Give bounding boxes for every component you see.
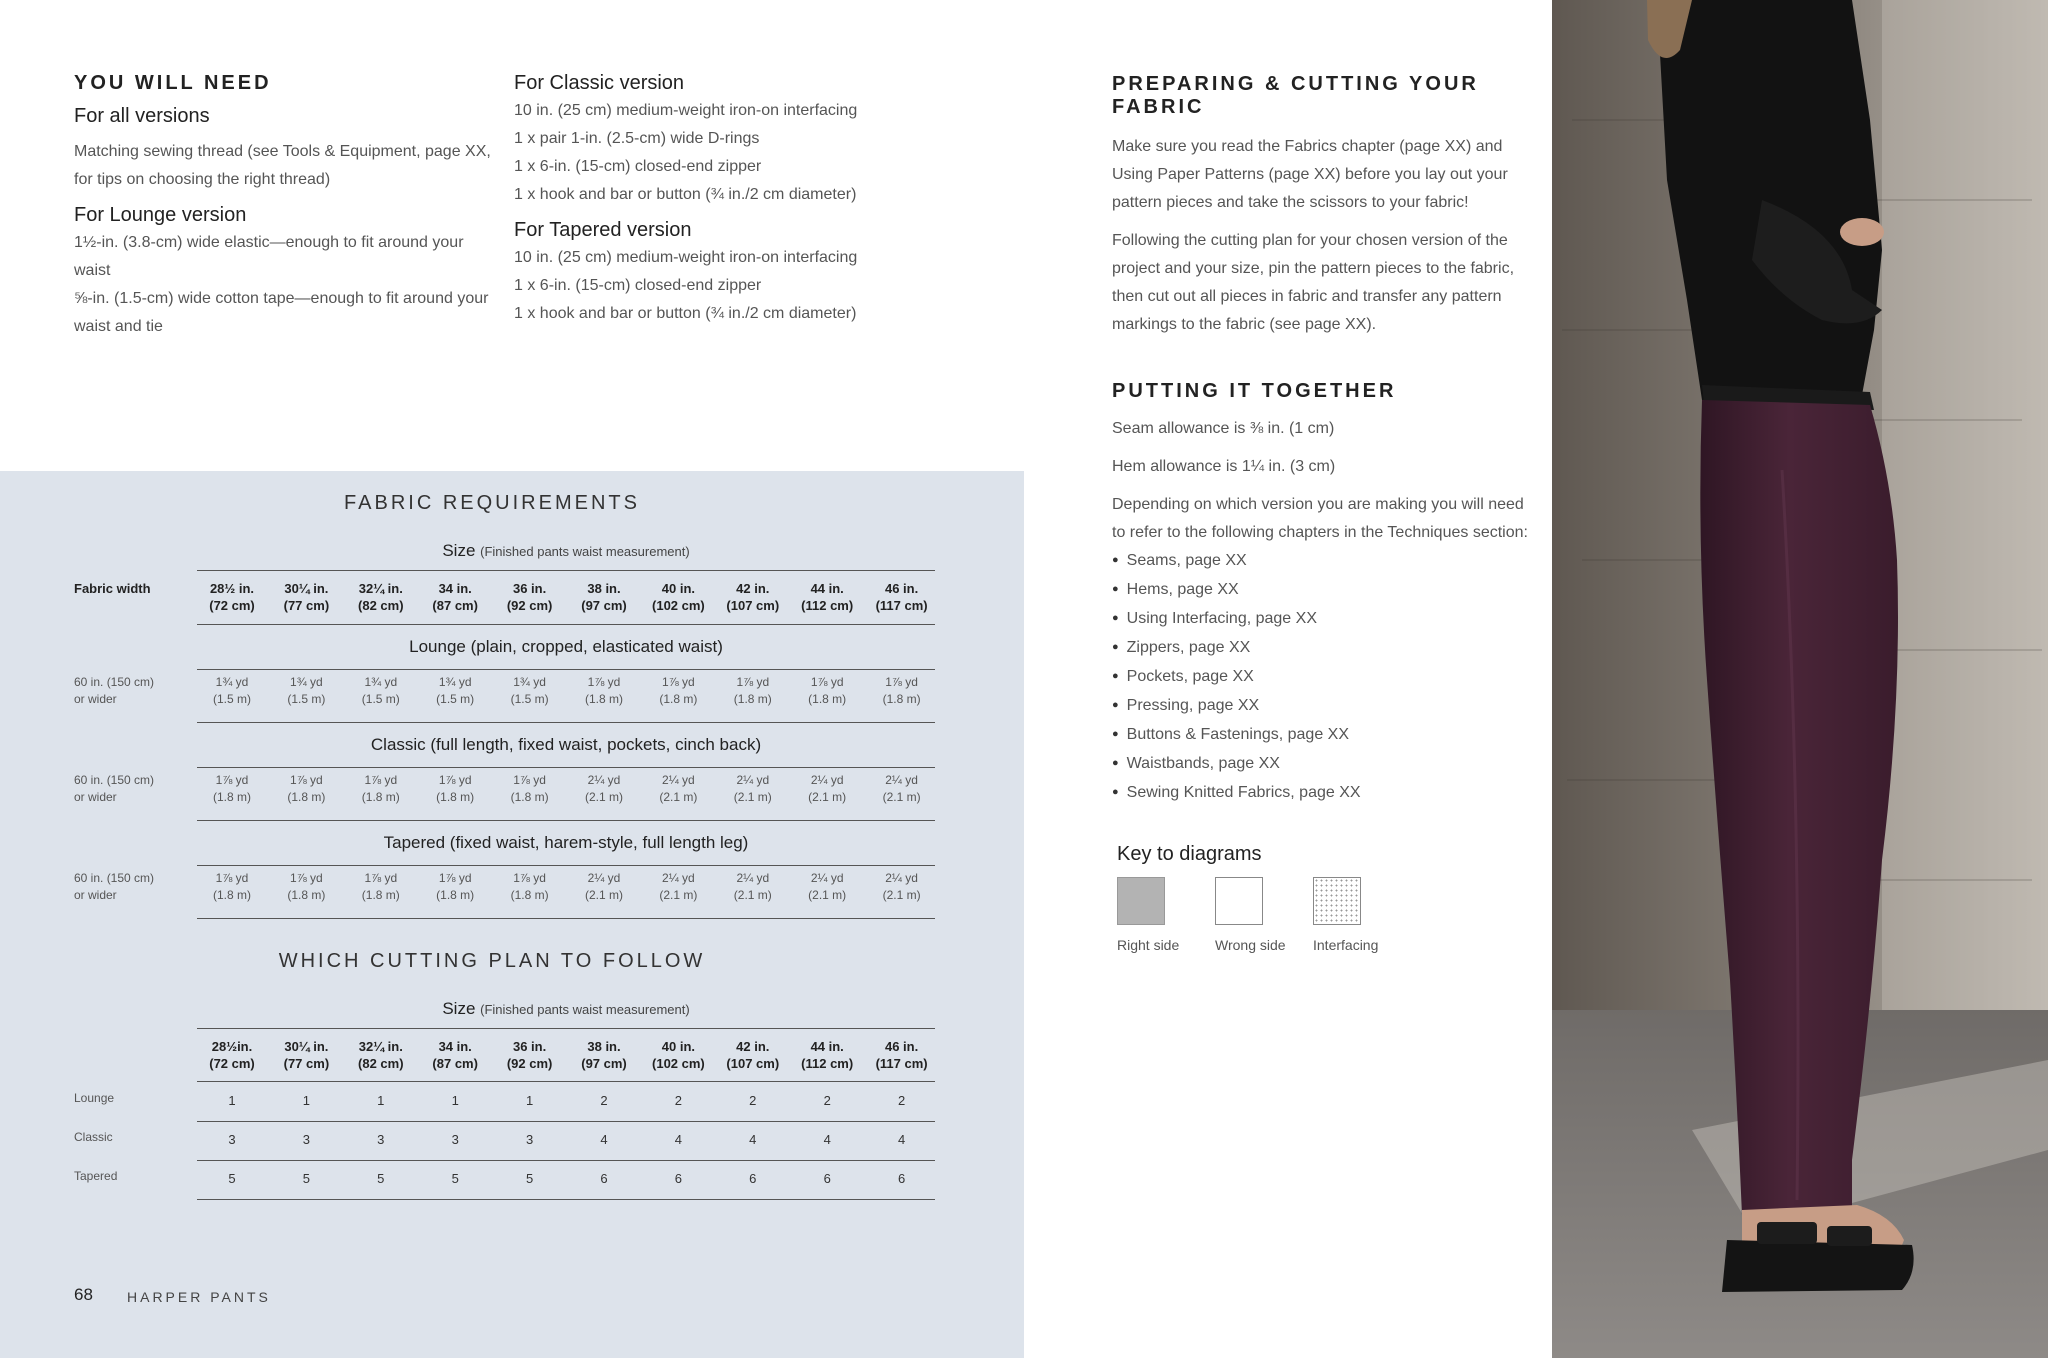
size-cm: (87 cm) [432, 1056, 478, 1071]
size-cm: (102 cm) [652, 1056, 705, 1071]
tapered-item: 10 in. (25 cm) medium-weight iron-on interfacing [514, 249, 858, 266]
version-title: Classic (full length, fixed waist, pockets, cinch back) [370, 735, 762, 754]
table-cell: 1 [377, 1093, 385, 1108]
yardage: 2¼ yd [662, 871, 695, 885]
list-item: ● Buttons & Fastenings, page XX [1112, 721, 1536, 750]
metres: (2.1 m) [733, 888, 772, 902]
table-cell: 1 [451, 1093, 459, 1108]
row-label-line: 60 in. (150 cm) [74, 871, 155, 885]
size-cm: (102 cm) [652, 598, 705, 613]
size-caption-note: (Finished pants waist measurement) [480, 1002, 690, 1017]
size-cm: (117 cm) [875, 1056, 928, 1071]
size-header-cell [567, 1038, 641, 1072]
preparing-section [1112, 73, 1536, 339]
size-in: 42 in. [736, 1039, 770, 1054]
table-cell [418, 870, 492, 904]
table-cell [567, 870, 641, 904]
size-in: 32¼ in. [358, 581, 403, 596]
metres: (2.1 m) [659, 888, 698, 902]
page-number: 68 [74, 1285, 93, 1304]
size-in: 30¼ in. [284, 581, 329, 596]
table-cell: 3 [525, 1132, 534, 1147]
yardage: 1⅞ yd [662, 675, 695, 689]
table-cell [567, 772, 641, 806]
table-cell: 1 [525, 1093, 534, 1108]
metres: (1.5 m) [510, 692, 549, 706]
table-cell [269, 870, 343, 904]
table-rule [197, 1160, 935, 1161]
table-cell: 4 [600, 1132, 608, 1147]
interfacing-label: Interfacing [1313, 937, 1379, 953]
size-header-cell [195, 580, 269, 614]
table-cell [493, 772, 567, 806]
table-cell [716, 870, 790, 904]
yardage: 1⅞ yd [290, 773, 323, 787]
classic-item: 1 x pair 1-in. (2.5-cm) wide D-rings [514, 130, 760, 147]
size-in: 28½ in. [209, 581, 255, 596]
row-label-line: or wider [74, 790, 117, 804]
table-cell: 1 [302, 1093, 310, 1108]
table-cell [790, 674, 864, 708]
yardage: 2¼ yd [736, 773, 770, 787]
size-in: 36 in. [512, 1039, 547, 1054]
sandal-strap [1827, 1226, 1872, 1246]
row-label-line: or wider [74, 692, 117, 706]
yardage: 1⅞ yd [587, 675, 621, 689]
table-cell [641, 870, 715, 904]
table-rule [197, 570, 935, 571]
model-photo [1552, 0, 2048, 1358]
size-cm: (72 cm) [209, 598, 255, 613]
metres: (2.1 m) [659, 790, 698, 804]
together-section [1112, 380, 1536, 808]
table-cell: 5 [228, 1171, 236, 1186]
yardage: 2¼ yd [662, 773, 695, 787]
size-cm: (87 cm) [432, 598, 478, 613]
table-rule [197, 865, 935, 866]
size-cm: (107 cm) [726, 598, 780, 613]
yardage: 1⅞ yd [364, 871, 398, 885]
yardage: 1⅞ yd [810, 675, 844, 689]
list-item: ● Waistbands, page XX [1112, 750, 1536, 779]
metres: (1.8 m) [361, 888, 400, 902]
tapered-item: 1 x hook and bar or button (¾ in./2 cm diameter) [514, 305, 857, 322]
table-cell: 5 [525, 1171, 534, 1186]
table-cell [418, 674, 492, 708]
table-cell [865, 870, 939, 904]
seam-allowance: Seam allowance is ⅜ in. (1 cm) [1112, 420, 1335, 437]
yardage: 1⅞ yd [885, 675, 918, 689]
metres: (1.5 m) [436, 692, 475, 706]
size-header-cell [865, 580, 939, 614]
table-cell: 6 [897, 1171, 906, 1186]
yardage: 1⅞ yd [290, 871, 323, 885]
metres: (1.8 m) [510, 888, 549, 902]
table-cell: 6 [823, 1171, 831, 1186]
hem-allowance: Hem allowance is 1¼ in. (3 cm) [1112, 458, 1336, 475]
cutting-row-label: Tapered [74, 1169, 118, 1183]
size-header-cell [195, 1038, 269, 1072]
metres: (2.1 m) [882, 790, 921, 804]
size-in: 34 in. [438, 581, 472, 596]
table-rule [197, 1028, 935, 1029]
size-header-cell [716, 1038, 790, 1072]
metres: (1.5 m) [212, 692, 251, 706]
table-cell: 5 [451, 1171, 459, 1186]
wrong-side-swatch [1215, 877, 1263, 925]
classic-items [514, 97, 974, 209]
table-cell [269, 772, 343, 806]
table-cell: 2 [897, 1093, 906, 1108]
size-cm: (72 cm) [209, 1056, 255, 1071]
table-cell [195, 772, 269, 806]
metres: (1.8 m) [584, 692, 623, 706]
size-cm: (112 cm) [801, 1056, 854, 1071]
you-will-need-title: YOU WILL NEED [74, 72, 272, 94]
size-header-cell [269, 1038, 343, 1072]
table-cell: 1 [228, 1093, 236, 1108]
size-in: 46 in. [884, 581, 919, 596]
version-title: Lounge (plain, cropped, elasticated waist) [409, 637, 723, 656]
row-label-line: 60 in. (150 cm) [74, 675, 155, 689]
yardage: 1⅞ yd [438, 871, 472, 885]
classic-item: 1 x 6-in. (15-cm) closed-end zipper [514, 158, 762, 175]
model-illustration [1552, 0, 2048, 1358]
table-rule [197, 1121, 935, 1122]
table-cell: 2 [674, 1093, 682, 1108]
size-in: 36 in. [512, 581, 547, 596]
metres: (1.8 m) [882, 692, 921, 706]
size-in: 40 in. [661, 1039, 696, 1054]
table-rule [197, 624, 935, 625]
table-cell [641, 772, 715, 806]
metres: (1.8 m) [436, 790, 475, 804]
yardage: 2¼ yd [810, 871, 844, 885]
lounge-item: ⅝-in. (1.5-cm) wide cotton tape—enough to fit around your waist and tie [74, 290, 489, 335]
table-cell [269, 674, 343, 708]
row-label-line: 60 in. (150 cm) [74, 773, 155, 787]
size-in: 28½in. [211, 1039, 253, 1054]
size-cm: (97 cm) [581, 1056, 627, 1071]
lounge-item: 1½-in. (3.8-cm) wide elastic—enough to fit around your waist [74, 234, 464, 279]
size-in: 30¼ in. [284, 1039, 329, 1054]
running-title: HARPER PANTS [127, 1289, 271, 1305]
right-side-label: Right side [1117, 937, 1180, 953]
size-in: 42 in. [736, 581, 770, 596]
table-cell: 6 [600, 1171, 608, 1186]
size-in: 38 in. [587, 581, 621, 596]
metres: (2.1 m) [808, 888, 847, 902]
metres: (1.8 m) [436, 888, 475, 902]
metres: (2.1 m) [584, 888, 623, 902]
size-caption-label: Size [442, 999, 476, 1018]
all-versions-title: For all versions [74, 105, 210, 127]
size-header-cell [493, 1038, 567, 1072]
size-cm: (82 cm) [358, 598, 404, 613]
table-cell: 4 [749, 1132, 757, 1147]
size-header-cell [790, 1038, 864, 1072]
table-cell: 3 [451, 1132, 459, 1147]
table-cell [344, 674, 418, 708]
metres: (2.1 m) [808, 790, 847, 804]
cutting-row-label: Classic [74, 1130, 113, 1144]
yardage: 2¼ yd [885, 773, 918, 787]
yardage: 2¼ yd [736, 871, 770, 885]
size-cm: (77 cm) [283, 598, 330, 613]
version-title: Tapered (fixed waist, harem-style, full length leg) [383, 833, 749, 852]
table-cell: 3 [302, 1132, 310, 1147]
fabric-width-label: Fabric width [74, 581, 151, 596]
metres: (1.5 m) [287, 692, 326, 706]
table-cell: 4 [823, 1132, 831, 1147]
table-cell [195, 870, 269, 904]
size-header-cell [269, 580, 343, 614]
table-cell: 5 [377, 1171, 385, 1186]
you-will-need-col2 [514, 72, 974, 328]
table-cell [418, 772, 492, 806]
size-cm: (117 cm) [875, 598, 928, 613]
table-cell [344, 870, 418, 904]
table-cell: 2 [749, 1093, 757, 1108]
cutting-row-label: Lounge [74, 1091, 115, 1105]
size-cm: (97 cm) [581, 598, 627, 613]
yardage: 1⅞ yd [364, 773, 398, 787]
table-cell [493, 870, 567, 904]
fabric-width-row-label [74, 674, 154, 708]
list-item: ● Pockets, page XX [1112, 663, 1536, 692]
list-item: ● Zippers, page XX [1112, 634, 1536, 663]
size-in: 40 in. [661, 581, 696, 596]
you-will-need-col1 [74, 72, 494, 341]
table-cell [195, 674, 269, 708]
together-title: PUTTING IT TOGETHER [1112, 380, 1397, 402]
metres: (2.1 m) [882, 888, 921, 902]
metres: (2.1 m) [733, 790, 772, 804]
tapered-item: 1 x 6-in. (15-cm) closed-end zipper [514, 277, 762, 294]
table-rule [197, 669, 935, 670]
metres: (1.8 m) [287, 888, 326, 902]
yardage: 1⅞ yd [215, 773, 249, 787]
list-item: ● Seams, page XX [1112, 547, 1536, 576]
table-rule [197, 722, 935, 723]
sandal-strap [1757, 1222, 1817, 1244]
table-cell [567, 674, 641, 708]
yardage: 1¾ yd [438, 675, 472, 689]
size-in: 38 in. [587, 1039, 621, 1054]
size-header-cell [344, 580, 418, 614]
metres: (1.8 m) [733, 692, 772, 706]
yardage: 2¼ yd [810, 773, 844, 787]
lounge-items [74, 229, 494, 341]
preparing-paragraph: Make sure you read the Fabrics chapter (page XX) and Using Paper Patterns (page XX) before you lay out your pattern pieces and take the scissors to your fabric! [1112, 138, 1508, 211]
yardage: 1⅞ yd [513, 773, 546, 787]
table-rule [197, 918, 935, 919]
fabric-width-row-label [74, 870, 154, 904]
size-cm: (82 cm) [358, 1056, 404, 1071]
table-cell: 6 [749, 1171, 757, 1186]
yardage: 1⅞ yd [438, 773, 472, 787]
tapered-items [514, 244, 974, 328]
table-cell: 2 [823, 1093, 831, 1108]
size-in: 44 in. [810, 581, 844, 596]
tapered-title: For Tapered version [514, 219, 692, 241]
all-versions-text: Matching sewing thread (see Tools & Equipment, page XX, for tips on choosing the right thread) [74, 143, 491, 188]
size-header-cell [790, 580, 864, 614]
size-header-cell [716, 580, 790, 614]
size-header-cell [641, 580, 715, 614]
preparing-title-line2: FABRIC [1112, 96, 1205, 118]
table-cell: 3 [377, 1132, 385, 1147]
table-cell: 2 [600, 1093, 608, 1108]
lounge-title: For Lounge version [74, 204, 247, 226]
list-item: ● Using Interfacing, page XX [1112, 605, 1536, 634]
size-header-cell [418, 1038, 492, 1072]
yardage: 1¾ yd [290, 675, 323, 689]
size-in: 34 in. [438, 1039, 472, 1054]
row-label-line: or wider [74, 888, 117, 902]
size-cm: (107 cm) [726, 1056, 780, 1071]
table-cell: 6 [674, 1171, 682, 1186]
hand [1840, 218, 1884, 246]
table-rule [197, 1081, 935, 1082]
classic-title: For Classic version [514, 72, 685, 94]
size-header-cell [641, 1038, 715, 1072]
preparing-paragraph: Following the cutting plan for your chosen version of the project and your size, pin the pattern pieces to the fabric, then cut out all pieces in fabric and transfer any pattern markings to the fabric (see page XX). [1112, 232, 1515, 333]
yardage: 1¾ yd [364, 675, 398, 689]
size-header-cell [418, 580, 492, 614]
table-cell [716, 674, 790, 708]
key-title: Key to diagrams [1117, 843, 1262, 865]
size-header-cell [865, 1038, 939, 1072]
yardage: 1⅞ yd [736, 675, 770, 689]
table-cell [716, 772, 790, 806]
metres: (1.8 m) [510, 790, 549, 804]
yardage: 2¼ yd [587, 871, 621, 885]
size-in: 46 in. [884, 1039, 919, 1054]
fabric-size-caption [197, 541, 935, 561]
fabric-requirements-title: FABRIC REQUIREMENTS [344, 492, 640, 514]
size-cm: (112 cm) [801, 598, 854, 613]
size-cm: (92 cm) [506, 1056, 553, 1071]
interfacing-swatch [1313, 877, 1361, 925]
table-cell [344, 772, 418, 806]
table-cell [493, 674, 567, 708]
classic-item: 1 x hook and bar or button (¾ in./2 cm diameter) [514, 186, 857, 203]
table-cell: 3 [228, 1132, 236, 1147]
right-side-swatch [1117, 877, 1165, 925]
size-header-cell [567, 580, 641, 614]
table-cell [790, 772, 864, 806]
metres: (1.8 m) [361, 790, 400, 804]
yardage: 1¾ yd [215, 675, 249, 689]
metres: (1.8 m) [659, 692, 698, 706]
size-caption-note: (Finished pants waist measurement) [480, 544, 690, 559]
size-cm: (92 cm) [506, 598, 553, 613]
cutting-size-caption [197, 999, 935, 1019]
wall-light [1882, 0, 2048, 1010]
metres: (1.5 m) [361, 692, 400, 706]
table-cell: 5 [302, 1171, 310, 1186]
list-item: ● Pressing, page XX [1112, 692, 1536, 721]
yardage: 1¾ yd [513, 675, 546, 689]
size-header-cell [493, 580, 567, 614]
table-cell [865, 674, 939, 708]
table-rule [197, 767, 935, 768]
wrong-side-label: Wrong side [1215, 937, 1286, 953]
list-item: ● Hems, page XX [1112, 576, 1536, 605]
size-in: 32¼ in. [358, 1039, 403, 1054]
table-rule [197, 820, 935, 821]
fabric-width-row-label [74, 772, 154, 806]
table-cell: 4 [674, 1132, 682, 1147]
yardage: 1⅞ yd [513, 871, 546, 885]
table-rule [197, 1199, 935, 1200]
table-cell: 4 [897, 1132, 906, 1147]
table-cell [865, 772, 939, 806]
table-cell [641, 674, 715, 708]
size-in: 44 in. [810, 1039, 844, 1054]
metres: (1.8 m) [212, 888, 251, 902]
size-cm: (77 cm) [283, 1056, 330, 1071]
metres: (1.8 m) [212, 790, 251, 804]
table-cell [790, 870, 864, 904]
metres: (1.8 m) [808, 692, 847, 706]
size-caption-label: Size [442, 541, 476, 560]
sandal [1722, 1240, 1914, 1292]
list-item: ● Sewing Knitted Fabrics, page XX [1112, 779, 1536, 808]
techniques-list [1112, 547, 1536, 808]
metres: (1.8 m) [287, 790, 326, 804]
techniques-intro: Depending on which version you are making you will need to refer to the following chapters in the Techniques section: [1112, 496, 1528, 541]
yardage: 1⅞ yd [215, 871, 249, 885]
classic-item: 10 in. (25 cm) medium-weight iron-on interfacing [514, 102, 858, 119]
size-header-cell [344, 1038, 418, 1072]
yardage: 2¼ yd [587, 773, 621, 787]
yardage: 2¼ yd [885, 871, 918, 885]
metres: (2.1 m) [584, 790, 623, 804]
preparing-title-line1: PREPARING & CUTTING YOUR [1112, 73, 1479, 95]
cutting-plan-title: WHICH CUTTING PLAN TO FOLLOW [278, 950, 706, 972]
